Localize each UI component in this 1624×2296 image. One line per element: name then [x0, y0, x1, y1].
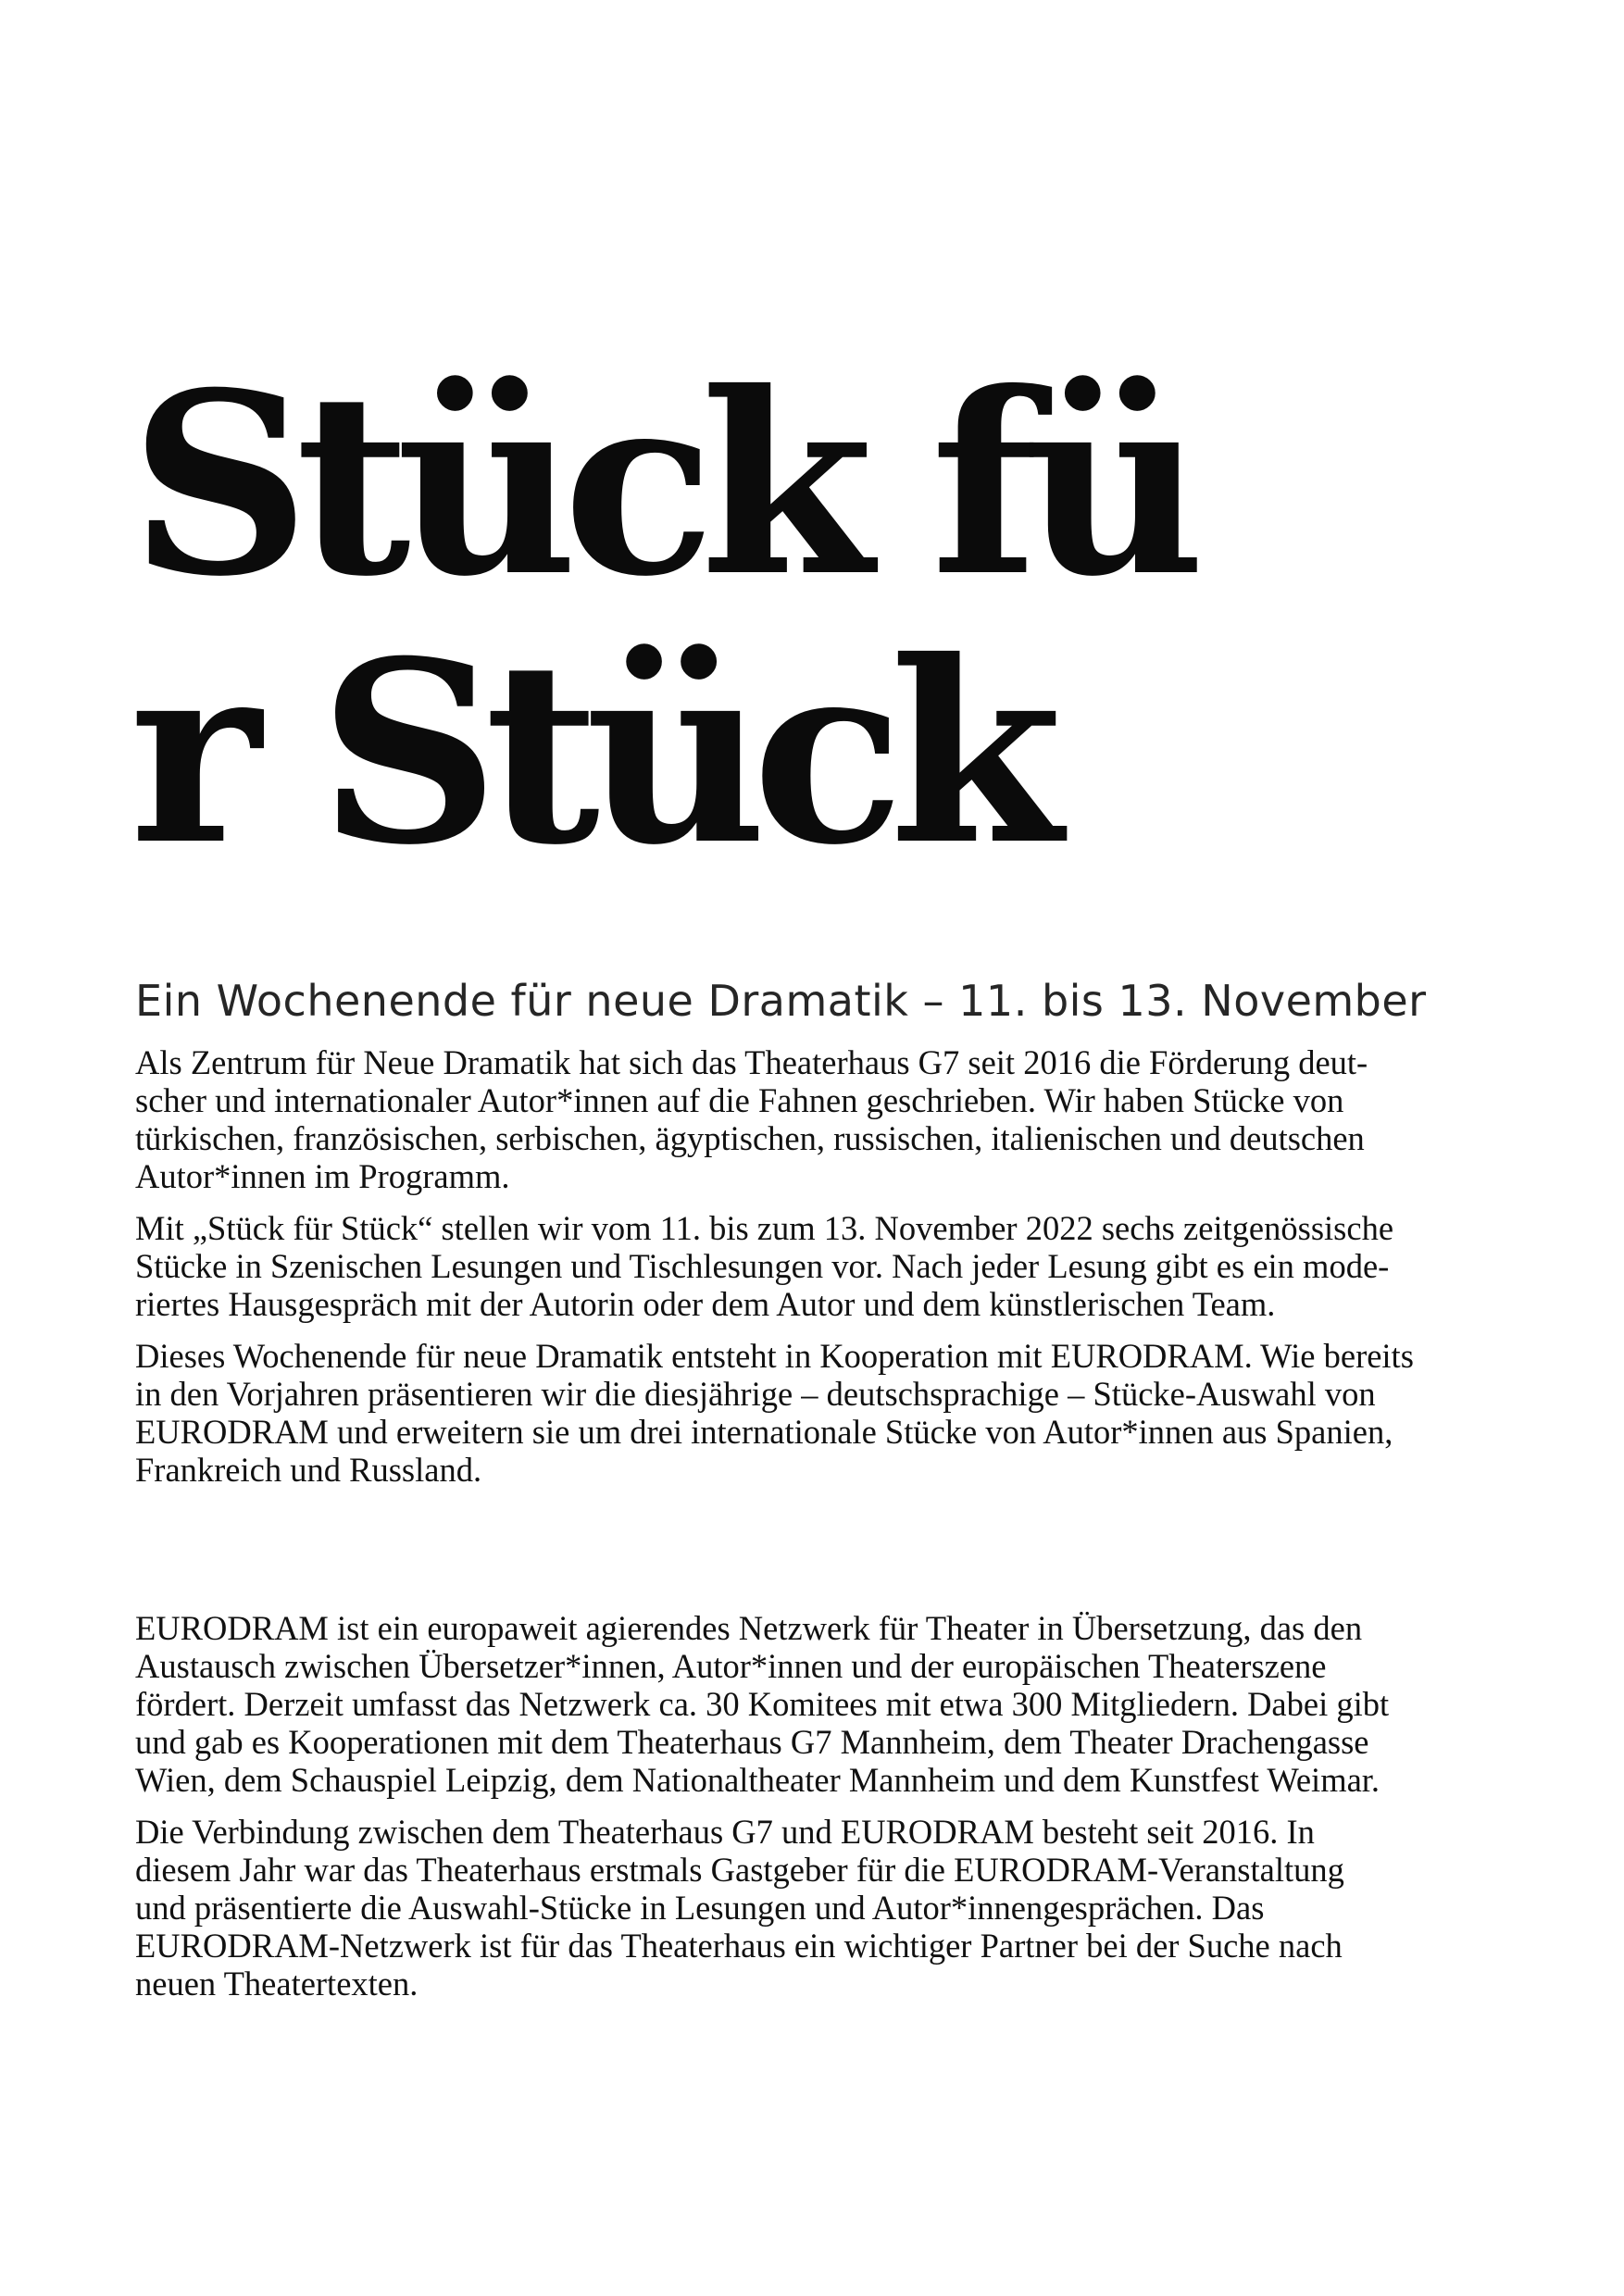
eurodram-text-block	[135, 1609, 1505, 2003]
paragraph-line: Dieses Wochenende für neue Dramatik entsteht in Kooperation mit EURODRAM. Wie bereits	[135, 1337, 1414, 1375]
paragraph-centre-for-new-drama	[135, 1043, 1505, 1195]
paragraph-line: riertes Hausgespräch mit der Autorin oder dem Autor und dem künstlerischen Team.	[135, 1285, 1276, 1323]
headline	[130, 337, 1518, 900]
paragraph-line: EURODRAM und erweitern sie um drei internationale Stücke von Autor*innen aus Spanien,	[135, 1413, 1393, 1451]
paragraph-line: EURODRAM ist ein europaweit agierendes Netzwerk für Theater in Übersetzung, das den	[135, 1609, 1363, 1647]
subtitle: Ein Wochenende für neue Dramatik – 11. bis 13. November	[135, 976, 1427, 1026]
paragraph-line: Stücke in Szenischen Lesungen und Tischlesungen vor. Nach jeder Lesung gibt es ein mode-	[135, 1247, 1390, 1285]
paragraph-line: in den Vorjahren präsentieren wir die diesjährige – deutschsprachige – Stücke-Auswahl von	[135, 1375, 1376, 1413]
paragraph-line: und präsentierte die Auswahl-Stücke in Lesungen und Autor*innengesprächen. Das	[135, 1889, 1265, 1927]
paragraph-line: Mit „Stück für Stück“ stellen wir vom 11. bis zum 13. November 2022 sechs zeitgenössische	[135, 1209, 1394, 1247]
paragraph-line: türkischen, französischen, serbischen, ägyptischen, russischen, italienischen und deutschen	[135, 1119, 1365, 1157]
paragraph-line: Wien, dem Schauspiel Leipzig, dem Nationaltheater Mannheim und dem Kunstfest Weimar.	[135, 1761, 1380, 1799]
paragraph-eurodram-network	[135, 1609, 1505, 1799]
paragraph-cooperation	[135, 1337, 1505, 1489]
paragraph-line: Die Verbindung zwischen dem Theaterhaus G7 und EURODRAM besteht seit 2016. In	[135, 1813, 1315, 1851]
paragraph-festival-dates	[135, 1209, 1505, 1323]
paragraph-partnership	[135, 1813, 1505, 2003]
paragraph-line: Autor*innen im Programm.	[135, 1157, 510, 1195]
headline-line-2: r Stück	[130, 605, 1048, 900]
paragraph-line: Als Zentrum für Neue Dramatik hat sich das Theaterhaus G7 seit 2016 die Förderung deut-	[135, 1043, 1368, 1081]
paragraph-line: fördert. Derzeit umfasst das Netzwerk ca. 30 Komitees mit etwa 300 Mitgliedern. Dabei gibt	[135, 1685, 1390, 1723]
headline-line-1: Stück fü	[130, 337, 1191, 631]
paragraph-line: EURODRAM-Netzwerk ist für das Theaterhaus ein wichtiger Partner bei der Suche nach	[135, 1927, 1343, 1965]
paragraph-line: und gab es Kooperationen mit dem Theaterhaus G7 Mannheim, dem Theater Drachengasse	[135, 1723, 1369, 1761]
paragraph-line: neuen Theatertexten.	[135, 1965, 418, 2003]
intro-text-block	[135, 1043, 1505, 1489]
paragraph-line: Frankreich und Russland.	[135, 1451, 482, 1489]
paragraph-line: diesem Jahr war das Theaterhaus erstmals Gastgeber für die EURODRAM-Veranstaltung	[135, 1851, 1344, 1889]
paragraph-line: scher und internationaler Autor*innen auf die Fahnen geschrieben. Wir haben Stücke von	[135, 1081, 1344, 1119]
paragraph-line: Austausch zwischen Übersetzer*innen, Autor*innen und der europäischen Theaterszene	[135, 1647, 1327, 1685]
